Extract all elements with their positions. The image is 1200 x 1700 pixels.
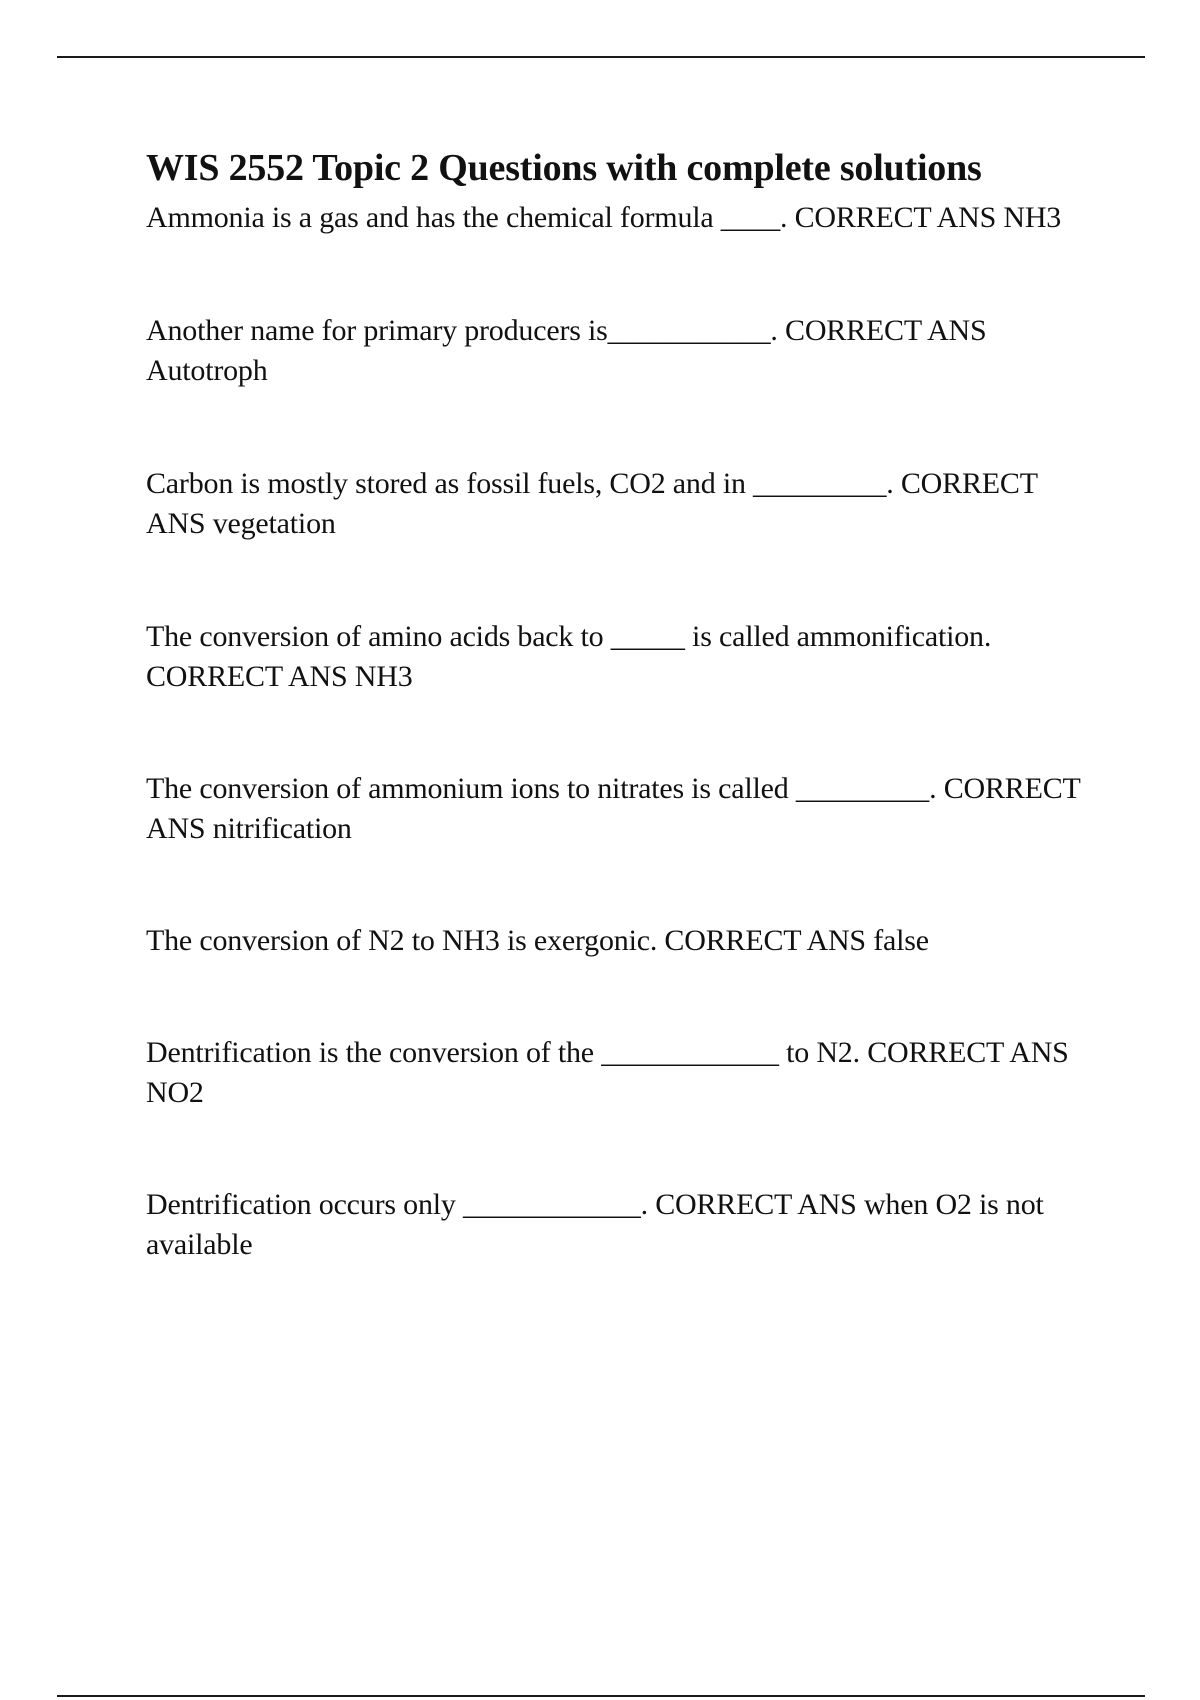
document-title: WIS 2552 Topic 2 Questions with complete solutions — [146, 147, 982, 189]
document-body — [146, 142, 1086, 1265]
question-item: The conversion of ammonium ions to nitrates is called _________. CORRECT ANS nitrification — [146, 772, 1081, 845]
question-item: The conversion of N2 to NH3 is exergonic. CORRECT ANS false — [146, 924, 929, 957]
question-list — [146, 198, 1086, 1265]
top-rule — [57, 56, 1145, 58]
question-item: Another name for primary producers is___________. CORRECT ANS Autotroph — [146, 314, 987, 387]
question-item: Dentrification is the conversion of the ____________ to N2. CORRECT ANS NO2 — [146, 1036, 1069, 1109]
question-item: Ammonia is a gas and has the chemical formula ____. CORRECT ANS NH3 — [146, 201, 1062, 234]
bottom-rule — [57, 1695, 1145, 1697]
question-item: The conversion of amino acids back to _____ is called ammonification. CORRECT ANS NH3 — [146, 620, 992, 693]
question-item: Carbon is mostly stored as fossil fuels, CO2 and in _________. CORRECT ANS vegetation — [146, 467, 1038, 540]
question-item: Dentrification occurs only ____________. CORRECT ANS when O2 is not available — [146, 1188, 1044, 1261]
